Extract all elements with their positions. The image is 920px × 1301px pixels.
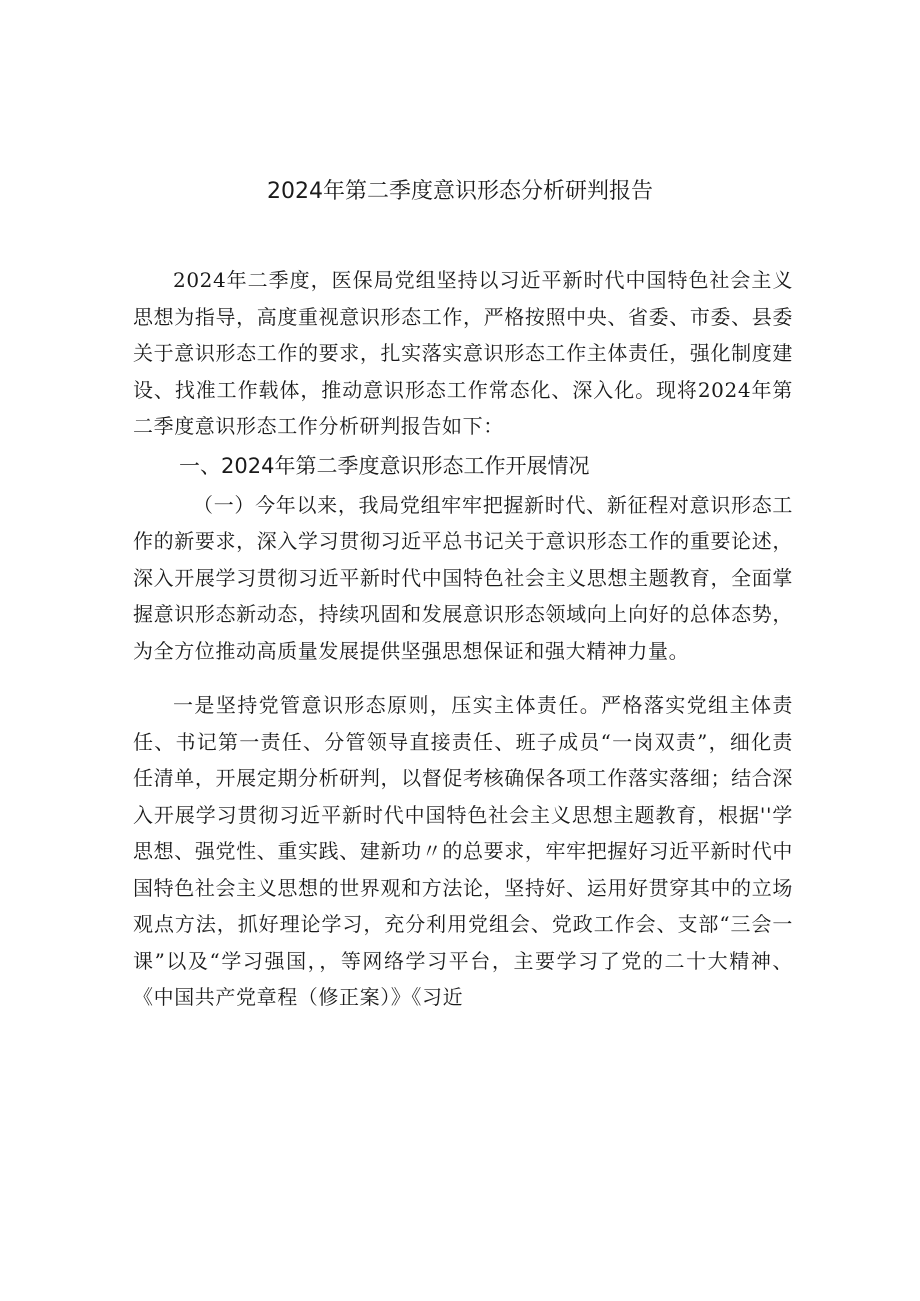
document-title: 2024年第二季度意识形态分析研判报告	[267, 179, 653, 204]
paragraph-spacer	[133, 669, 793, 687]
document-body	[133, 262, 793, 1016]
subsection-paragraph-1: （一）今年以来，我局党组牢牢把握新时代、新征程对意识形态工作的新要求，深入学习贯彻习近平总书记关于意识形态工作的重要论述，深入开展学习贯彻习近平新时代中国特色社会主义思想主题教育，全面掌握意识形态新动态，持续巩固和发展意识形态领域向上向好的总体态势，为全方位推动高质量发展提供坚强思想保证和强大精神力量。	[133, 492, 793, 663]
intro-paragraph: 2024年二季度，医保局党组坚持以习近平新时代中国特色社会主义思想为指导，高度重视意识形态工作，严格按照中央、省委、市委、县委关于意识形态工作的要求，扎实落实意识形态工作主体责任，强化制度建设、找准工作载体，推动意识形态工作常态化、深入化。现将2024年第二季度意识形态工作分析研判报告如下：	[133, 268, 793, 438]
section-heading-1: 一、2024年第二季度意识形态工作开展情况	[179, 453, 590, 478]
point-paragraph-1: 一是坚持党管意识形态原则，压实主体责任。严格落实党组主体责任、书记第一责任、分管领导直接责任、班子成员“一岗双责”，细化责任清单，开展定期分析研判，以督促考核确保各项工作落实落细；结合深入开展学习贯彻习近平新时代中国特色社会主义思想主题教育，根据''学思想、强党性、重实践、建新功〃的总要求，牢牢把握好习近平新时代中国特色社会主义思想的世界观和方法论，坚持好、运用好贯穿其中的立场观点方法，抓好理论学习，充分利用党组会、党政工作会、支部“三会一课”以及“学习强国，，等网络学习平台，主要学习了党的二十大精神、《中国共产党章程（修正案）》《习近	[133, 693, 793, 1009]
